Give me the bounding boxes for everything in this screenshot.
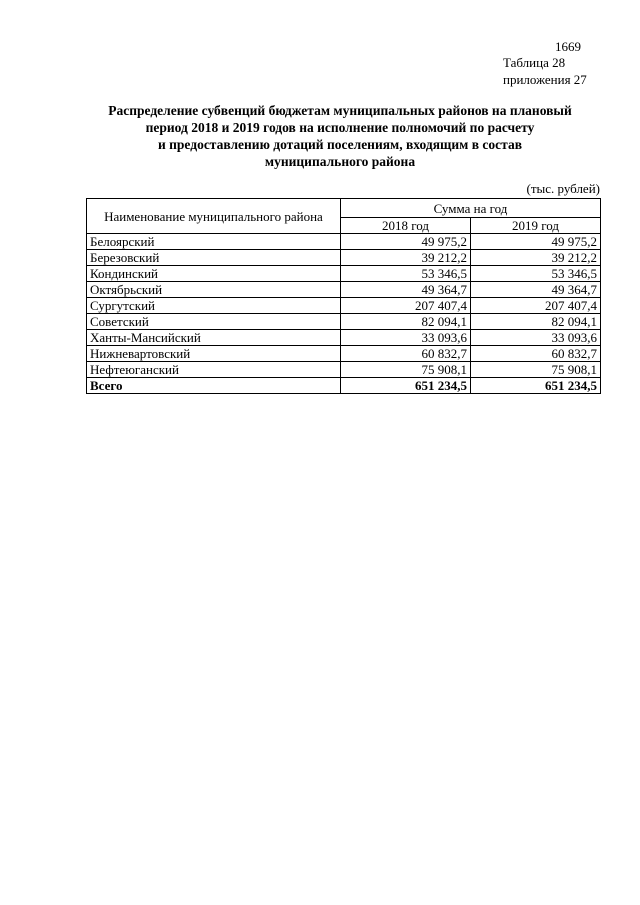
district-name: Березовский <box>87 250 341 266</box>
document-title <box>70 102 610 170</box>
value-2019: 207 407,4 <box>470 298 600 314</box>
value-2019: 75 908,1 <box>470 362 600 378</box>
table-row <box>87 250 601 266</box>
table-row <box>87 362 601 378</box>
table-row <box>87 266 601 282</box>
table-row <box>87 282 601 298</box>
district-name: Сургутский <box>87 298 341 314</box>
appendix-label: приложения 27 <box>503 72 587 87</box>
table-row <box>87 314 601 330</box>
value-2018: 82 094,1 <box>340 314 470 330</box>
district-name: Нефтеюганский <box>87 362 341 378</box>
title-line: Распределение субвенций бюджетам муниципальных районов на плановый <box>108 103 572 118</box>
page-number: 1669 <box>555 39 581 54</box>
value-2018: 60 832,7 <box>340 346 470 362</box>
value-2018: 39 212,2 <box>340 250 470 266</box>
value-2018: 53 346,5 <box>340 266 470 282</box>
total-label: Всего <box>87 378 341 394</box>
table-label: Таблица 28 <box>503 55 566 70</box>
district-name: Ханты-Мансийский <box>87 330 341 346</box>
value-2019: 53 346,5 <box>470 266 600 282</box>
table-row <box>87 330 601 346</box>
value-2018: 49 364,7 <box>340 282 470 298</box>
subvention-table <box>86 198 601 394</box>
value-2019: 33 093,6 <box>470 330 600 346</box>
table-row <box>87 234 601 250</box>
table-total-row <box>87 378 601 394</box>
total-2019: 651 234,5 <box>470 378 600 394</box>
table-row <box>87 298 601 314</box>
table-row <box>87 346 601 362</box>
title-line: период 2018 и 2019 годов на исполнение полномочий по расчету <box>145 120 535 135</box>
column-header-name: Наименование муниципального района <box>87 199 341 234</box>
value-2019: 49 364,7 <box>470 282 600 298</box>
title-line: муниципального района <box>264 154 416 169</box>
column-header-2018: 2018 год <box>340 218 470 234</box>
column-header-sum: Сумма на год <box>340 199 600 218</box>
value-2018: 33 093,6 <box>340 330 470 346</box>
district-name: Нижневартовский <box>87 346 341 362</box>
value-2019: 49 975,2 <box>470 234 600 250</box>
units-label: (тыс. рублей) <box>526 181 600 196</box>
value-2018: 75 908,1 <box>340 362 470 378</box>
value-2019: 60 832,7 <box>470 346 600 362</box>
value-2018: 207 407,4 <box>340 298 470 314</box>
district-name: Октябрьский <box>87 282 341 298</box>
district-name: Кондинский <box>87 266 341 282</box>
column-header-2019: 2019 год <box>470 218 600 234</box>
value-2018: 49 975,2 <box>340 234 470 250</box>
total-2018: 651 234,5 <box>340 378 470 394</box>
title-line: и предоставлению дотаций поселениям, входящим в состав <box>157 137 522 152</box>
value-2019: 39 212,2 <box>470 250 600 266</box>
value-2019: 82 094,1 <box>470 314 600 330</box>
table-reference <box>503 54 587 88</box>
district-name: Белоярский <box>87 234 341 250</box>
district-name: Советский <box>87 314 341 330</box>
